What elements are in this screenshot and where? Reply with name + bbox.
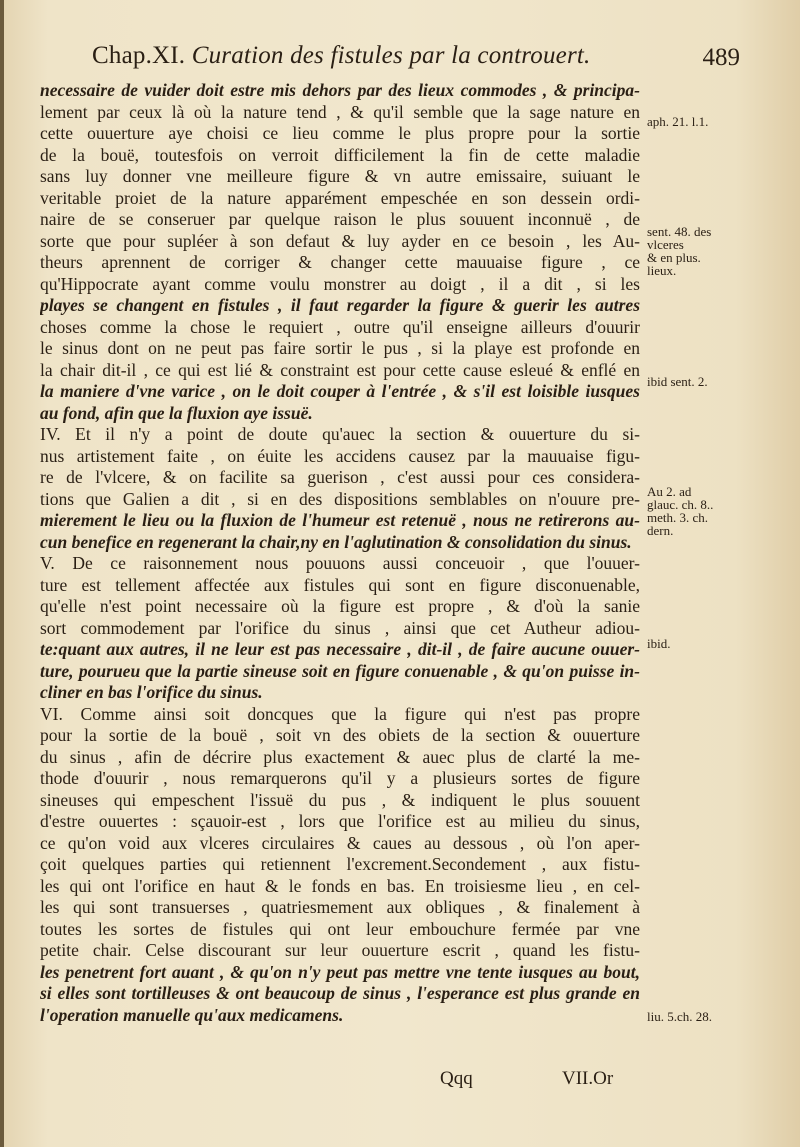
page-footer [40, 1068, 640, 1094]
text-line: lement par ceux là où la nature tend , & qu'il semble que la sage nature en [40, 101, 640, 122]
text-line: naire de se conseruer par quelque raison le plus souuent inconnuë , de [40, 209, 640, 229]
text-line: playes se changent en fistules , il faut regarder la figure & guerir les autres [40, 295, 640, 315]
chapter-label: Chap.XI. [92, 42, 186, 69]
text-line: sans luy donner vne meilleure figure & vn autre emissaire, suiuant le [40, 166, 640, 186]
text-line: te:quant aux autres, il ne leur est pas necessaire , dit-il , de faire aucune ouuer- [40, 639, 640, 659]
margin-note-line: liu. 5.ch. 28. [647, 1009, 712, 1024]
text-line: nus artistement faite , on éuite les accidens causez par la mauuaise figu- [40, 445, 640, 466]
text-line: toutes les sortes de fistules qui ont leur embouchure fermée par vne [40, 918, 640, 939]
text-line: sineuses qui empeschent l'issuë du pus , & indiquent le plus souuent [40, 789, 640, 810]
margin-note-line: sent. 48. des [647, 224, 712, 239]
margin-note-line: meth. 3. ch. [647, 510, 709, 525]
text-line: les qui sont transuerses , quatriesmement aux obliques , & finalement à [40, 897, 640, 917]
text-line: ce qu'on void aux vlceres circulaires & caues au dessous , où l'on aper- [40, 832, 640, 853]
page-binding-edge [0, 0, 4, 1147]
page-number: 489 [702, 44, 740, 71]
text-line: la chair dit-il , ce qui est lié & constraint est pour cette cause esleué & enflé en [40, 359, 640, 380]
text-line: çoit quelques parties qui retiennent l'excrement.Secondement , aux fistu- [40, 854, 640, 874]
text-line: les penetrent fort auant , & qu'on n'y peut pas mettre vne tente iusques au bout, [40, 961, 640, 982]
text-line: d'estre ouuertes : sçauoir-est , lors que l'orifice est au milieu du sinus, [40, 811, 640, 831]
text-line: cette ouuerture aye choisi ce lieu comme le plus propre pour la sortie [40, 123, 640, 143]
text-line: IV. Et il n'y a point de doute qu'auec la section & ouuerture du si- [40, 424, 640, 444]
margin-note [647, 1010, 797, 1023]
text-line: V. De ce raisonnement nous pouuons aussi conceuoir , que l'ouuer- [40, 553, 640, 573]
text-line: re de l'vlcere, & on facilite sa guerison , c'est aussi pour ces considera- [40, 467, 640, 487]
margin-note-line: glauc. ch. 8.. [647, 497, 714, 512]
margin-note-line: dern. [647, 523, 674, 538]
margin-note-line: aph. 21. l.1. [647, 114, 709, 129]
text-line: les qui ont l'orifice en haut & le fonds en bas. En troisiesme lieu , en cel- [40, 875, 640, 896]
text-line: cliner en bas l'orifice du sinus. [40, 682, 263, 702]
text-line: si elles sont tortilleuses & ont beaucoup de sinus , l'esperance est plus grande en [40, 983, 640, 1003]
text-line: veritable proiet de la nature apparément empeschée en son dessein ordi- [40, 187, 640, 208]
catchword: VII.Or [562, 1068, 614, 1089]
margin-note [647, 115, 797, 128]
margin-note-line: ibid sent. 2. [647, 374, 708, 389]
running-header [80, 40, 740, 80]
running-title [92, 42, 590, 70]
text-line: qu'Hippocrate ayant comme voulu monstrer au doigt , il a dit , si les [40, 273, 640, 294]
text-line: cun benefice en regenerant la chair,ny en l'aglutination & consolidation du sinus. [40, 531, 632, 552]
text-line: necessaire de vuider doit estre mis dehors par des lieux commodes , & principa- [40, 80, 640, 100]
text-line: le sinus dont on ne peut pas faire sortir le pus , si la playe est profonde en [40, 338, 640, 358]
chapter-title: Curation des fistules par la controuert. [191, 42, 591, 69]
text-line: theurs aprennent de corriger & changer cette mauuaise figure , ce [40, 252, 640, 272]
text-line: VI. Comme ainsi soit doncques que la figure qui n'est pas propre [40, 703, 640, 724]
margin-note [647, 225, 797, 277]
text-line: l'operation manuelle qu'aux medicamens. [40, 1004, 344, 1025]
margin-note-line: ibid. [647, 636, 671, 651]
text-line: sort commodement par l'orifice du sinus , ainsi que cet Autheur adiou- [40, 617, 640, 638]
text-line: la maniere d'vne varice , on le doit couper à l'entrée , & s'il est loisible iusques [40, 381, 640, 401]
margin-note [647, 637, 797, 650]
text-line: qu'elle n'est point necessaire où la figure est propre , & d'où la sanie [40, 596, 640, 616]
text-line: mierement le lieu ou la fluxion de l'humeur est retenuë , nous ne retirerons au- [40, 510, 640, 530]
text-line: thode d'ouurir , nous remarquerons qu'il y a plusieurs sortes de figure [40, 768, 640, 788]
text-line: tions que Galien a dit , si en des dispositions semblables on n'ouure pre- [40, 488, 640, 509]
margin-note [647, 375, 797, 388]
signature-mark: Qqq [440, 1068, 473, 1089]
text-line: ture est tellement affectée aux fistules qui sont en figure disconuenable, [40, 574, 640, 595]
margin-note-line: Au 2. ad [647, 484, 692, 499]
main-text [40, 80, 640, 1026]
text-line: choses comme la chose le requiert , outre qu'il enseigne ailleurs d'ouurir [40, 316, 640, 337]
text-line: petite chair. Celse discourant sur leur ouuerture escrit , quand les fistu- [40, 940, 640, 960]
margin-note-line: lieux. [647, 263, 677, 278]
text-line: sorte que pour supléer à son defaut & luy ayder en ce besoin , les Au- [40, 230, 640, 251]
text-line: ture, pourueu que la partie sineuse soit en figure conuenable , & qu'on puisse in- [40, 660, 640, 681]
text-line: du sinus , afin de décrire plus exactement & auec plus de clarté la me- [40, 746, 640, 767]
text-line: de la bouë, toutesfois on verroit difficilement la fin de cette maladie [40, 144, 640, 165]
margin-note [647, 485, 797, 537]
text-line: pour la sortie de la bouë , soit vn des obiets de la section & ouuerture [40, 725, 640, 745]
text-line: au fond, afin que la fluxion aye issuë. [40, 402, 313, 423]
margin-note-line: vlceres [647, 237, 684, 252]
margin-note-line: & en plus. [647, 250, 701, 265]
